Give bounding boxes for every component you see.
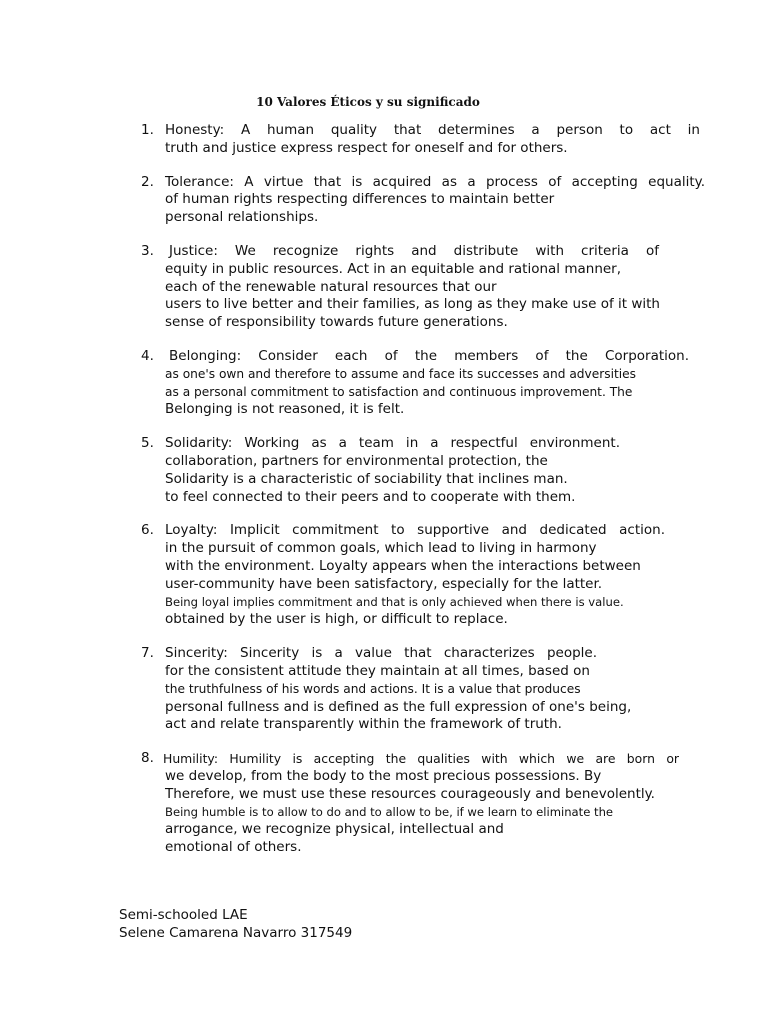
list-item-tolerance — [141, 174, 711, 227]
item-line: personal fullness and is defined as the full expression of one's being, — [165, 698, 632, 715]
item-line: we develop, from the body to the most precious possessions. By — [165, 767, 602, 784]
item-line: with the environment. Loyalty appears when the interactions between — [165, 557, 641, 574]
item-line: as a personal commitment to satisfaction and continuous improvement. The — [165, 384, 633, 399]
item-number: 3. — [141, 242, 154, 259]
author-program: Semi-schooled LAE — [119, 907, 248, 923]
list-item-loyalty — [141, 522, 711, 629]
item-line: Honesty: A human quality that determines a person to act in — [165, 122, 700, 138]
item-line: Being loyal implies commitment and that is only achieved when there is value. — [165, 594, 624, 609]
item-number: 2. — [141, 173, 154, 190]
item-line: truth and justice express respect for oneself and for others. — [165, 139, 568, 156]
list-item-solidarity — [141, 435, 711, 506]
item-line: equity in public resources. Act in an equitable and rational manner, — [165, 260, 622, 277]
item-line: user-community have been satisfactory, especially for the latter. — [165, 575, 603, 592]
item-line: Loyalty: Implicit commitment to supportive and dedicated action. — [165, 522, 665, 539]
item-line: personal relationships. — [165, 209, 319, 226]
item-line: Being humble is to allow to do and to allow to be, if we learn to eliminate the — [165, 804, 614, 819]
author-block — [119, 906, 352, 942]
item-line: obtained by the user is high, or difficult to replace. — [165, 611, 508, 628]
list-item-belonging — [141, 348, 711, 419]
item-number: 7. — [141, 645, 154, 662]
item-line: in the pursuit of common goals, which lead to living in harmony — [165, 540, 597, 557]
list-item-sincerity — [141, 645, 711, 734]
item-line: Tolerance: A virtue that is acquired as a process of accepting equality. — [165, 173, 705, 190]
item-line: emotional of others. — [165, 839, 302, 856]
item-line: for the consistent attitude they maintain at all times, based on — [165, 662, 590, 679]
item-line: Therefore, we must use these resources courageously and benevolently. — [165, 785, 655, 802]
item-number: 5. — [141, 435, 154, 452]
item-line: Justice: We recognize rights and distribute with criteria of — [169, 242, 659, 259]
item-line: to feel connected to their peers and to cooperate with them. — [165, 488, 576, 505]
document-title: 10 Valores Éticos y su significado — [256, 95, 480, 109]
item-line: Solidarity is a characteristic of sociability that inclines man. — [165, 470, 568, 487]
item-line: Solidarity: Working as a team in a respectful environment. — [165, 435, 620, 452]
item-number: 1. — [141, 122, 154, 138]
values-list — [141, 122, 711, 873]
list-item-humility — [141, 750, 711, 857]
item-line: sense of responsibility towards future generations. — [165, 314, 508, 331]
item-line: as one's own and therefore to assume and face its successes and adversities — [165, 366, 637, 381]
item-number: 6. — [141, 522, 154, 539]
item-line: each of the renewable natural resources that our — [165, 278, 497, 295]
list-item-justice — [141, 243, 711, 332]
item-line: act and relate transparently within the framework of truth. — [165, 716, 562, 733]
item-line: Sincerity: Sincerity is a value that characterizes people. — [165, 645, 597, 662]
item-line: collaboration, partners for environmental protection, the — [165, 452, 548, 469]
author-name: Selene Camarena Navarro 317549 — [119, 925, 353, 941]
list-item-honesty — [141, 122, 711, 158]
item-line: Belonging is not reasoned, it is felt. — [165, 401, 405, 418]
item-number: 4. — [141, 347, 154, 364]
item-line: Humility: Humility is accepting the qualities with which we are born or — [163, 751, 679, 767]
item-line: Belonging: Consider each of the members of the Corporation. — [169, 347, 689, 364]
item-line: users to live better and their families, as long as they make use of it with — [165, 296, 660, 313]
item-number: 8. — [141, 750, 154, 767]
item-line: arrogance, we recognize physical, intellectual and — [165, 821, 504, 838]
item-line: of human rights respecting differences to maintain better — [165, 191, 555, 208]
item-line: the truthfulness of his words and actions. It is a value that produces — [165, 681, 581, 696]
